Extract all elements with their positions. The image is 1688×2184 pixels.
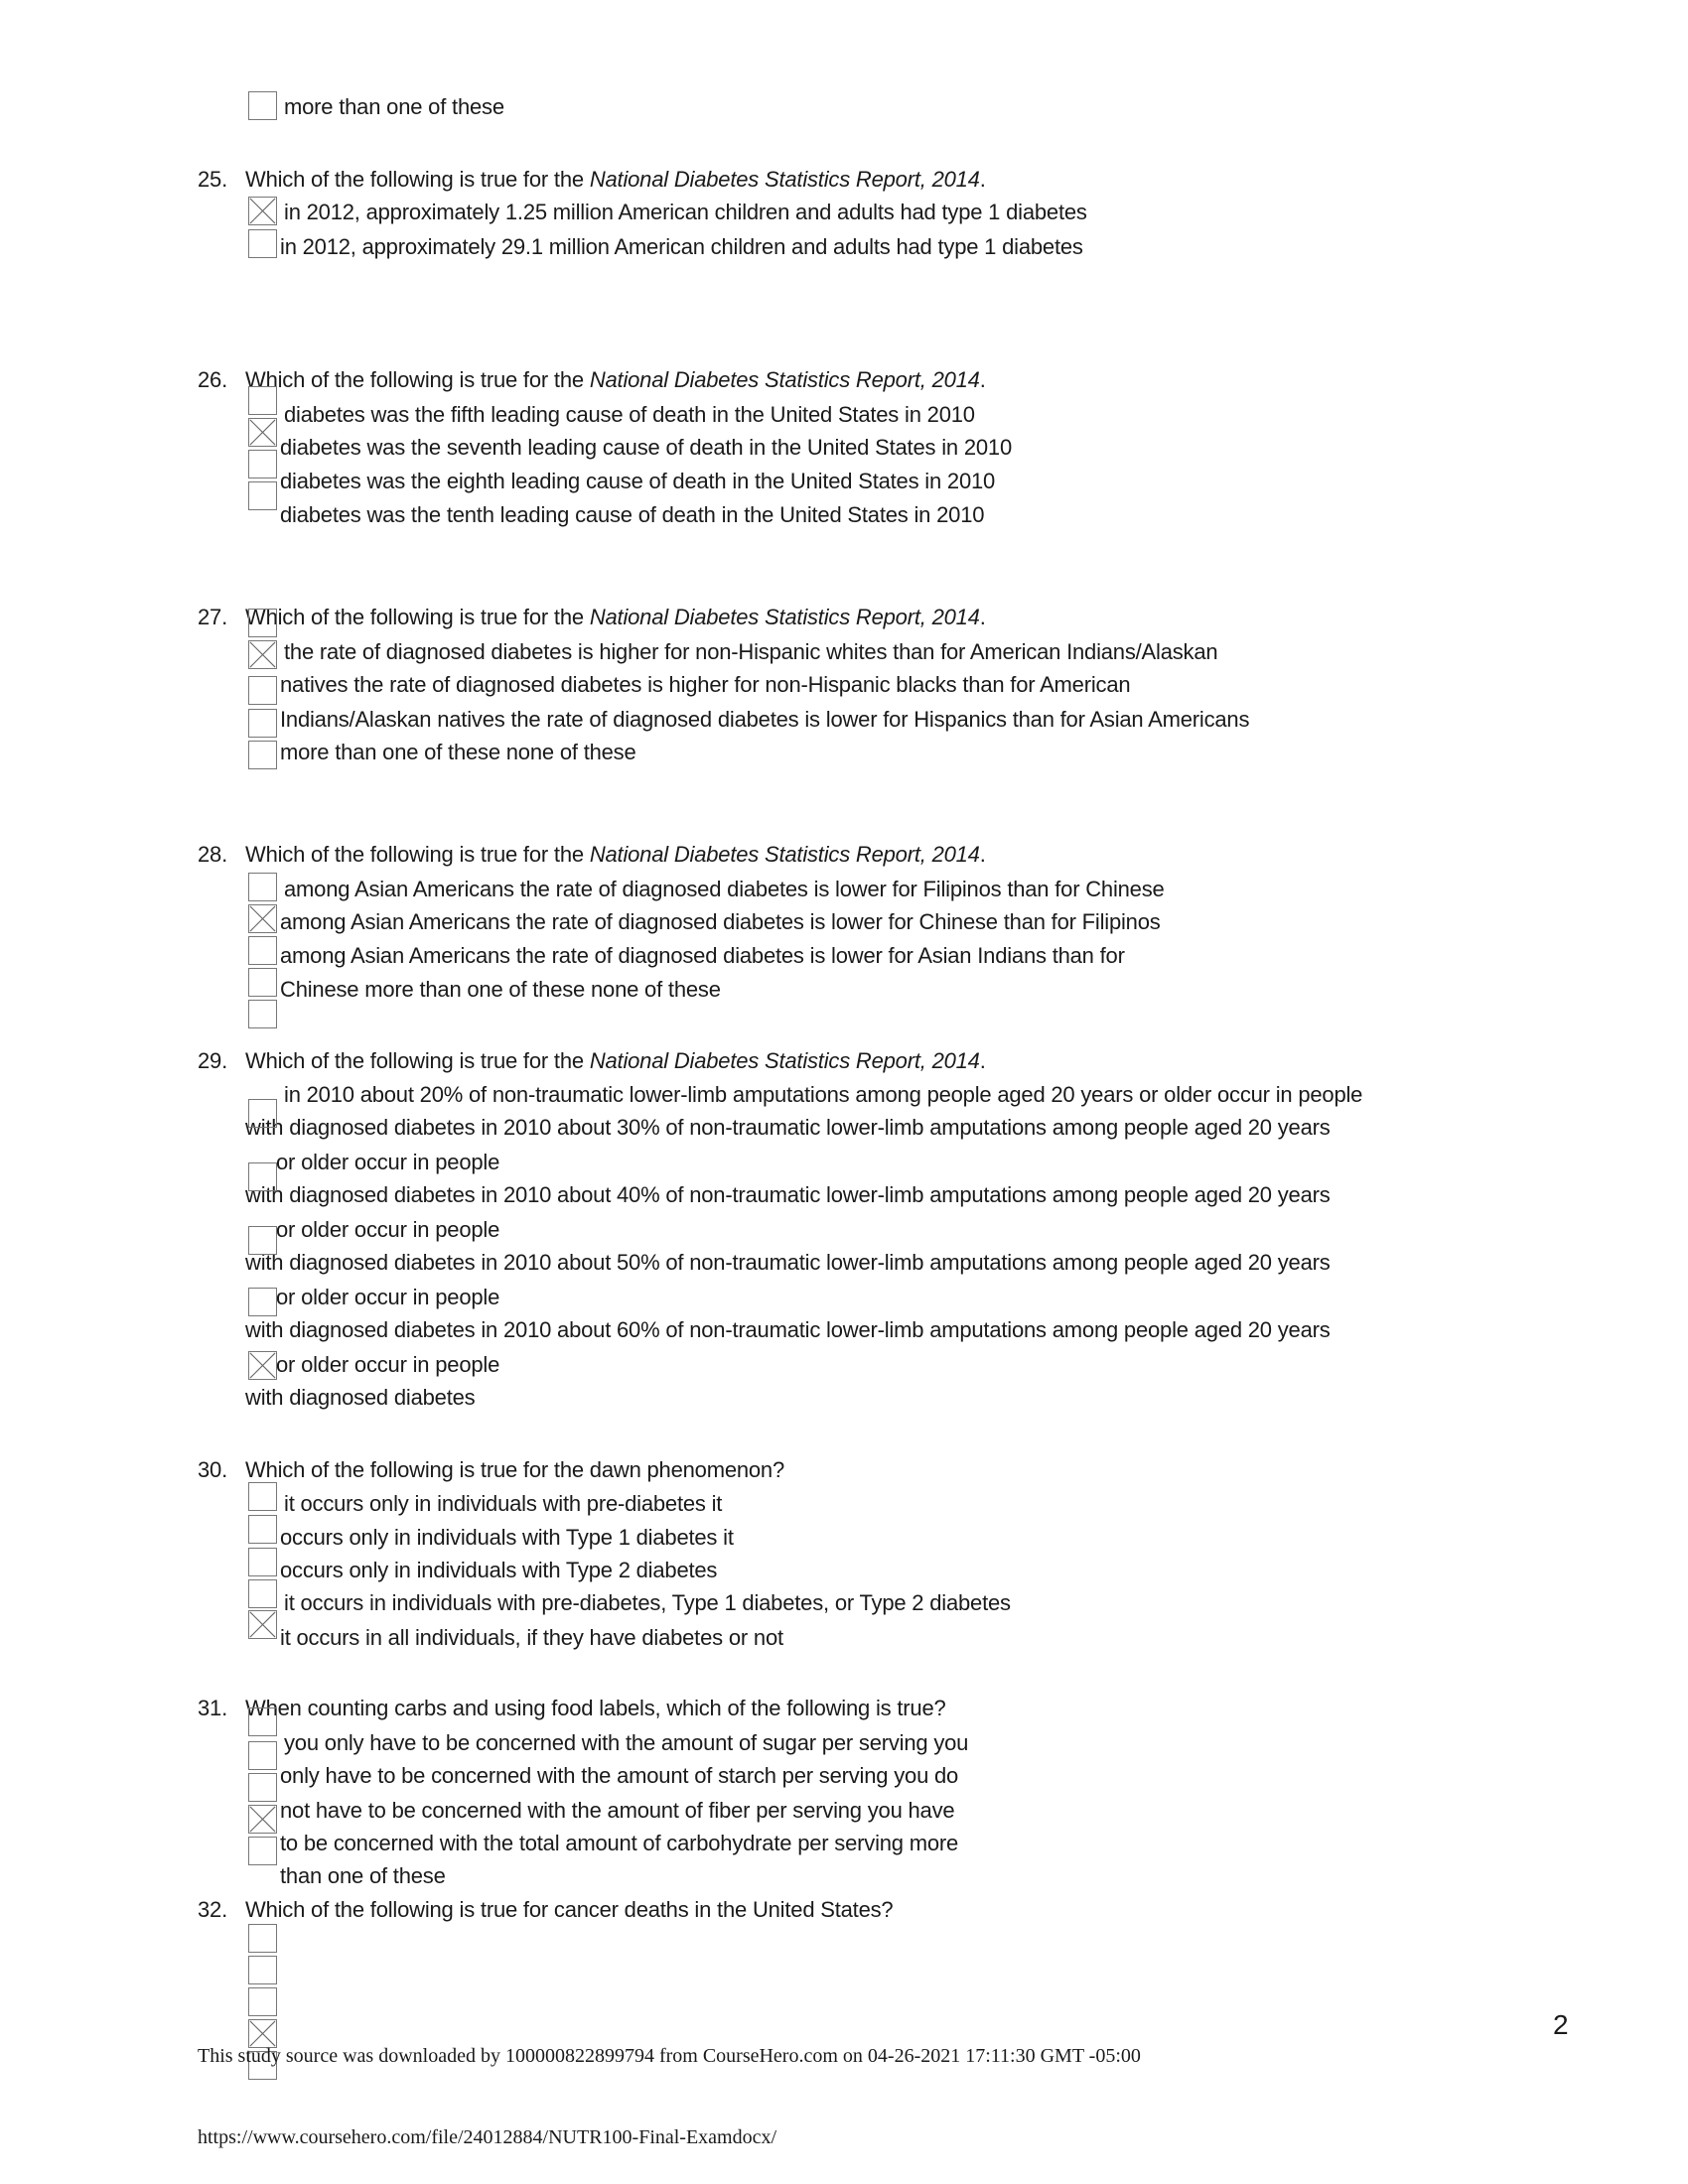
q30-line-3: occurs only in individuals with Type 2 diabetes xyxy=(280,1558,718,1582)
q29-line-6: with diagnosed diabetes in 2010 about 50% of non-traumatic lower-limb amputations among people aged 20 years xyxy=(245,1250,1331,1275)
q32-checkbox-1[interactable] xyxy=(248,1924,277,1953)
q29-line-7: or older occur in people xyxy=(276,1285,500,1309)
q30-line-1: it occurs only in individuals with pre-diabetes it xyxy=(284,1491,723,1516)
check-x-icon xyxy=(249,1806,276,1833)
q31-question: When counting carbs and using food labels, which of the following is true? xyxy=(245,1696,946,1720)
q30-number: 30. xyxy=(198,1457,227,1482)
q25-report-title: National Diabetes Statistics Report, 2014 xyxy=(589,167,980,192)
q27-number: 27. xyxy=(198,605,227,629)
q31-line-5: than one of these xyxy=(280,1863,446,1888)
q29-checkbox-4[interactable] xyxy=(248,1288,277,1316)
q29-checkbox-1[interactable] xyxy=(248,1099,277,1128)
q31-line-4: to be concerned with the total amount of carbohydrate per serving more xyxy=(280,1831,959,1855)
q27-line-4: more than one of these none of these xyxy=(280,740,636,764)
q27-checkbox-2[interactable] xyxy=(248,640,277,669)
check-x-icon xyxy=(249,641,276,668)
q28-checkbox-3[interactable] xyxy=(248,936,277,965)
q29-line-5: or older occur in people xyxy=(276,1217,500,1242)
q32-number: 32. xyxy=(198,1897,227,1922)
q29-checkbox-3[interactable] xyxy=(248,1226,277,1255)
q25-checkbox-1[interactable] xyxy=(248,197,277,225)
q25-number: 25. xyxy=(198,167,227,192)
q27-checkbox-1[interactable] xyxy=(248,609,277,637)
q25-question xyxy=(245,165,986,195)
q31-line-2: only have to be concerned with the amount of starch per serving you do xyxy=(280,1763,959,1788)
q30-line-4: it occurs in individuals with pre-diabetes, Type 1 diabetes, or Type 2 diabetes xyxy=(284,1590,1011,1615)
q26-option-1: diabetes was the fifth leading cause of death in the United States in 2010 xyxy=(284,402,975,427)
check-x-icon xyxy=(249,1611,276,1638)
q28-line-1: among Asian Americans the rate of diagnosed diabetes is lower for Filipinos than for Chinese xyxy=(284,877,1165,901)
check-x-icon xyxy=(249,1352,276,1379)
q28-question xyxy=(245,840,986,870)
q29-report-title: National Diabetes Statistics Report, 2014 xyxy=(589,1048,980,1073)
q31-line-1: you only have to be concerned with the amount of sugar per serving you xyxy=(284,1730,969,1755)
q27-checkbox-4[interactable] xyxy=(248,709,277,738)
q27-checkbox-5[interactable] xyxy=(248,741,277,769)
q30-checkbox-4[interactable] xyxy=(248,1579,277,1608)
q28-number: 28. xyxy=(198,842,227,867)
q29-number: 29. xyxy=(198,1048,227,1073)
q30-checkbox-2[interactable] xyxy=(248,1515,277,1544)
q30-question: Which of the following is true for the dawn phenomenon? xyxy=(245,1457,784,1482)
q29-line-8: with diagnosed diabetes in 2010 about 60% of non-traumatic lower-limb amputations among people aged 20 years xyxy=(245,1317,1331,1342)
q29-line-2: with diagnosed diabetes in 2010 about 30% of non-traumatic lower-limb amputations among people aged 20 years xyxy=(245,1115,1331,1140)
q28-checkbox-1[interactable] xyxy=(248,873,277,901)
q31-number: 31. xyxy=(198,1696,227,1720)
q31-line-3: not have to be concerned with the amount of fiber per serving you have xyxy=(280,1798,955,1823)
q32-checkbox-2[interactable] xyxy=(248,1956,277,1984)
q28-line-2: among Asian Americans the rate of diagnosed diabetes is lower for Chinese than for Filipinos xyxy=(280,909,1161,934)
q28-text: Which of the following is true for the xyxy=(245,842,590,867)
q27-line-3: Indians/Alaskan natives the rate of diagnosed diabetes is lower for Hispanics than for Asian Americans xyxy=(280,707,1250,732)
q29-checkbox-5[interactable] xyxy=(248,1351,277,1380)
q26-number: 26. xyxy=(198,367,227,392)
q25-option-1: in 2012, approximately 1.25 million American children and adults had type 1 diabetes xyxy=(284,200,1087,224)
q25-checkbox-2[interactable] xyxy=(248,229,277,258)
q27-line-1: the rate of diagnosed diabetes is higher for non-Hispanic whites than for American Indians/Alaskan xyxy=(284,639,1218,664)
q31-checkbox-2[interactable] xyxy=(248,1741,277,1770)
q27-checkbox-3[interactable] xyxy=(248,676,277,705)
source-url[interactable]: https://www.coursehero.com/file/24012884/NUTR100-Final-Examdocx/ xyxy=(198,2126,777,2148)
q29-question xyxy=(245,1046,986,1076)
q25-text: Which of the following is true for the xyxy=(245,167,590,192)
q26-option-3: diabetes was the eighth leading cause of death in the United States in 2010 xyxy=(280,469,996,493)
q32-question: Which of the following is true for cancer deaths in the United States? xyxy=(245,1897,894,1922)
q28-checkbox-2[interactable] xyxy=(248,904,277,933)
q26-report-title: National Diabetes Statistics Report, 2014 xyxy=(589,367,980,392)
q28-line-4: Chinese more than one of these none of these xyxy=(280,977,721,1002)
q30-line-5: it occurs in all individuals, if they have diabetes or not xyxy=(280,1625,783,1650)
q28-report-title: National Diabetes Statistics Report, 2014 xyxy=(589,842,980,867)
q27-text: Which of the following is true for the xyxy=(245,605,590,629)
q30-checkbox-5[interactable] xyxy=(248,1610,277,1639)
q31-checkbox-4[interactable] xyxy=(248,1805,277,1834)
q32-checkbox-4[interactable] xyxy=(248,2019,277,2048)
q28-checkbox-5[interactable] xyxy=(248,1000,277,1028)
q28-end: . xyxy=(979,842,986,867)
q27-question xyxy=(245,603,986,632)
check-x-icon xyxy=(249,905,276,932)
q30-checkbox-1[interactable] xyxy=(248,1482,277,1511)
q24-option-text: more than one of these xyxy=(284,94,504,119)
q26-option-4: diabetes was the tenth leading cause of death in the United States in 2010 xyxy=(280,502,985,527)
q27-line-2: natives the rate of diagnosed diabetes is higher for non-Hispanic blacks than for American xyxy=(280,672,1131,697)
q30-line-2: occurs only in individuals with Type 1 diabetes it xyxy=(280,1525,734,1550)
check-x-icon xyxy=(249,198,276,224)
q27-report-title: National Diabetes Statistics Report, 2014 xyxy=(589,605,980,629)
q32-checkbox-3[interactable] xyxy=(248,1987,277,2016)
q27-end: . xyxy=(979,605,986,629)
q29-line-9: or older occur in people xyxy=(276,1352,500,1377)
q29-line-10: with diagnosed diabetes xyxy=(245,1385,476,1410)
check-x-icon xyxy=(249,419,276,446)
q30-checkbox-3[interactable] xyxy=(248,1548,277,1576)
q31-checkbox-3[interactable] xyxy=(248,1773,277,1802)
q29-line-3: or older occur in people xyxy=(276,1150,500,1174)
q24-tail-checkbox-1[interactable] xyxy=(248,91,277,120)
q31-checkbox-5[interactable] xyxy=(248,1837,277,1865)
q26-text: Which of the following is true for the xyxy=(245,367,590,392)
q29-line-4: with diagnosed diabetes in 2010 about 40% of non-traumatic lower-limb amputations among people aged 20 years xyxy=(245,1182,1331,1207)
q26-option-2: diabetes was the seventh leading cause of death in the United States in 2010 xyxy=(280,435,1012,460)
q26-question xyxy=(245,365,986,395)
q26-checkbox-4[interactable] xyxy=(248,481,277,510)
check-x-icon xyxy=(249,2020,276,2047)
q28-checkbox-4[interactable] xyxy=(248,968,277,997)
q29-text: Which of the following is true for the xyxy=(245,1048,590,1073)
q31-checkbox-1[interactable] xyxy=(248,1707,277,1736)
q25-option-2: in 2012, approximately 29.1 million American children and adults had type 1 diabetes xyxy=(280,234,1083,259)
q29-line-1: in 2010 about 20% of non-traumatic lower-limb amputations among people aged 20 years or older occur in people xyxy=(284,1082,1363,1107)
q26-end: . xyxy=(979,367,986,392)
q26-checkbox-3[interactable] xyxy=(248,450,277,478)
q29-checkbox-2[interactable] xyxy=(248,1162,277,1191)
q26-checkbox-1[interactable] xyxy=(248,386,277,415)
download-note: This study source was downloaded by 100000822899794 from CourseHero.com on 04-26-2021 17:11:30 GMT -05:00 xyxy=(198,2045,1141,2067)
page-number: 2 xyxy=(1553,2009,1569,2040)
q26-checkbox-2[interactable] xyxy=(248,418,277,447)
q29-end: . xyxy=(979,1048,986,1073)
q28-line-3: among Asian Americans the rate of diagnosed diabetes is lower for Asian Indians than for xyxy=(280,943,1125,968)
q25-end: . xyxy=(979,167,986,192)
